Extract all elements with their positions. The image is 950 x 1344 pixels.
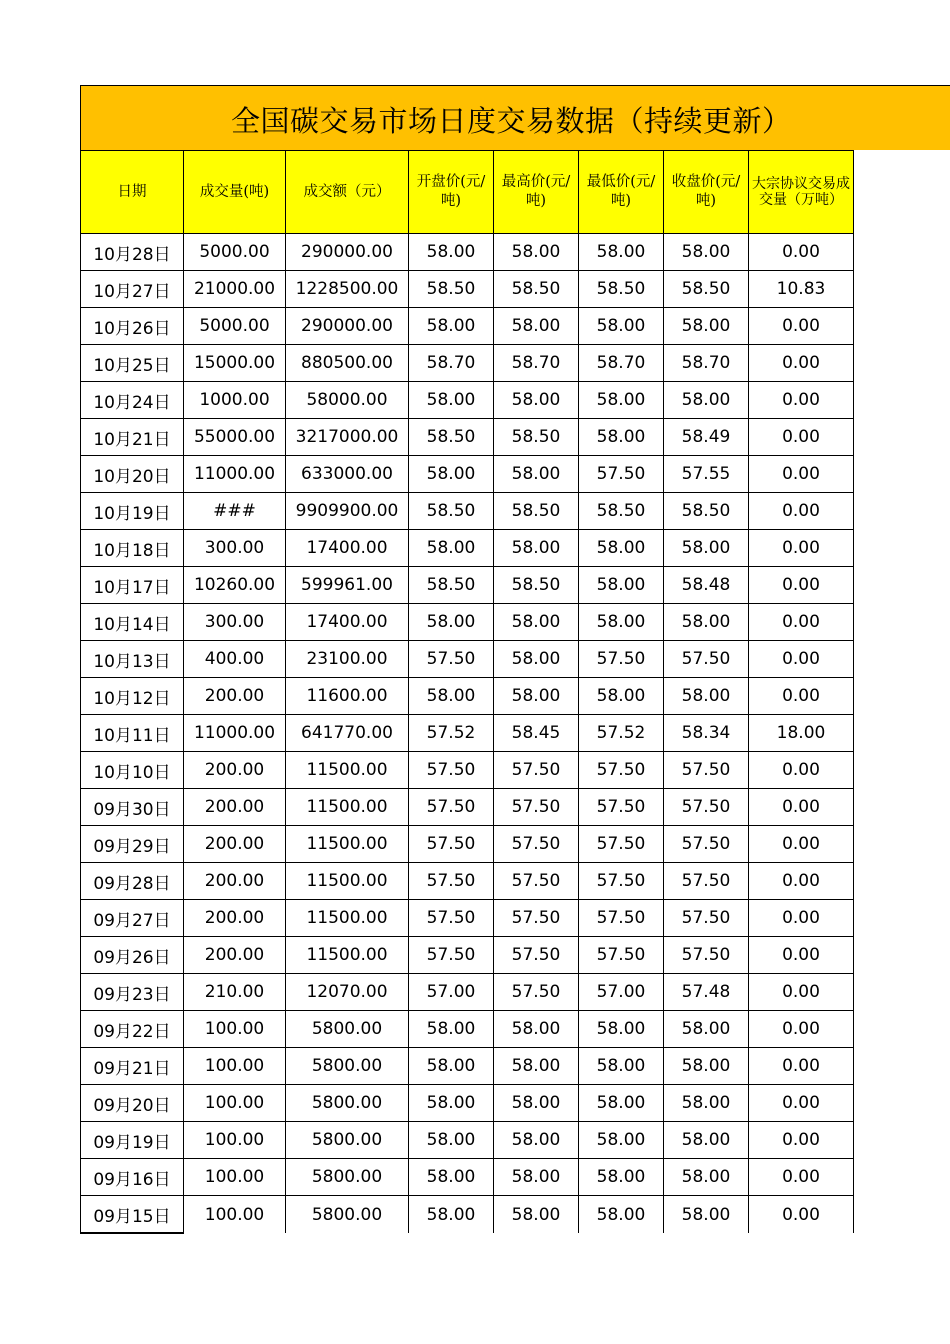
high-price-cell[interactable]: 58.00: [494, 1011, 579, 1048]
table-row: [81, 567, 854, 604]
table-row: [81, 1159, 854, 1196]
low-price-cell[interactable]: 58.70: [579, 345, 664, 382]
table-row: [81, 715, 854, 752]
low-price-cell[interactable]: 58.00: [579, 1085, 664, 1122]
turnover-cell[interactable]: 290000.00: [286, 308, 409, 345]
header-row: [81, 151, 854, 234]
date-cell[interactable]: 10月18日: [81, 530, 184, 567]
close-price-cell[interactable]: 58.00: [664, 604, 749, 641]
open-price-cell[interactable]: 57.00: [409, 974, 494, 1011]
low-price-cell[interactable]: 58.00: [579, 530, 664, 567]
high-price-cell[interactable]: 58.00: [494, 641, 579, 678]
block-volume-cell[interactable]: 0.00: [749, 1196, 854, 1234]
close-price-cell[interactable]: 58.00: [664, 1196, 749, 1234]
close-price-cell[interactable]: 57.50: [664, 789, 749, 826]
low-price-cell[interactable]: 57.50: [579, 641, 664, 678]
block-volume-cell[interactable]: 0.00: [749, 1085, 854, 1122]
block-volume-cell[interactable]: 0.00: [749, 1122, 854, 1159]
volume-cell[interactable]: 100.00: [184, 1011, 286, 1048]
block-volume-cell[interactable]: 0.00: [749, 456, 854, 493]
block-volume-cell[interactable]: 18.00: [749, 715, 854, 752]
close-price-cell[interactable]: 57.50: [664, 826, 749, 863]
volume-cell[interactable]: 11000.00: [184, 456, 286, 493]
high-price-cell[interactable]: 57.50: [494, 752, 579, 789]
volume-cell[interactable]: 10260.00: [184, 567, 286, 604]
turnover-cell[interactable]: 11500.00: [286, 826, 409, 863]
column-header-open-price: 开盘价(元/吨): [409, 151, 494, 234]
date-cell[interactable]: 09月20日: [81, 1085, 184, 1122]
open-price-cell[interactable]: 57.50: [409, 826, 494, 863]
volume-cell[interactable]: 100.00: [184, 1196, 286, 1234]
volume-cell[interactable]: 200.00: [184, 752, 286, 789]
block-volume-cell[interactable]: 0.00: [749, 382, 854, 419]
table-row: [81, 234, 854, 271]
volume-cell[interactable]: 200.00: [184, 937, 286, 974]
high-price-cell[interactable]: 58.00: [494, 1122, 579, 1159]
volume-cell[interactable]: 200.00: [184, 826, 286, 863]
close-price-cell[interactable]: 58.00: [664, 1011, 749, 1048]
high-price-cell[interactable]: 57.50: [494, 863, 579, 900]
page-title: 全国碳交易市场日度交易数据（持续更新）: [231, 104, 792, 138]
date-cell[interactable]: 09月15日: [81, 1196, 184, 1234]
block-volume-cell[interactable]: 0.00: [749, 234, 854, 271]
low-price-cell[interactable]: 57.50: [579, 456, 664, 493]
high-price-cell[interactable]: 58.00: [494, 1159, 579, 1196]
low-price-cell[interactable]: 57.50: [579, 863, 664, 900]
block-volume-cell[interactable]: 0.00: [749, 752, 854, 789]
block-volume-cell[interactable]: 0.00: [749, 789, 854, 826]
date-cell[interactable]: 09月16日: [81, 1159, 184, 1196]
turnover-cell[interactable]: 11600.00: [286, 678, 409, 715]
open-price-cell[interactable]: 58.00: [409, 678, 494, 715]
date-cell[interactable]: 09月19日: [81, 1122, 184, 1159]
high-price-cell[interactable]: 58.50: [494, 419, 579, 456]
volume-cell[interactable]: 21000.00: [184, 271, 286, 308]
date-cell[interactable]: 09月26日: [81, 937, 184, 974]
open-price-cell[interactable]: 58.50: [409, 567, 494, 604]
block-volume-cell[interactable]: 0.00: [749, 604, 854, 641]
open-price-cell[interactable]: 58.00: [409, 1196, 494, 1234]
date-cell[interactable]: 09月21日: [81, 1048, 184, 1085]
block-volume-cell[interactable]: 0.00: [749, 900, 854, 937]
date-cell[interactable]: 10月19日: [81, 493, 184, 530]
close-price-cell[interactable]: 58.48: [664, 567, 749, 604]
volume-cell[interactable]: 400.00: [184, 641, 286, 678]
block-volume-cell[interactable]: 0.00: [749, 419, 854, 456]
close-price-cell[interactable]: 57.55: [664, 456, 749, 493]
low-price-cell[interactable]: 58.50: [579, 271, 664, 308]
low-price-cell[interactable]: 58.00: [579, 419, 664, 456]
open-price-cell[interactable]: 58.00: [409, 530, 494, 567]
volume-cell[interactable]: 100.00: [184, 1159, 286, 1196]
column-header-turnover: 成交额（元）: [286, 151, 409, 234]
volume-cell[interactable]: 5000.00: [184, 234, 286, 271]
open-price-cell[interactable]: 58.00: [409, 1122, 494, 1159]
close-price-cell[interactable]: 57.50: [664, 937, 749, 974]
table-body: [81, 234, 854, 1234]
open-price-cell[interactable]: 57.50: [409, 937, 494, 974]
close-price-cell[interactable]: 57.48: [664, 974, 749, 1011]
turnover-cell[interactable]: 11500.00: [286, 863, 409, 900]
turnover-cell[interactable]: 5800.00: [286, 1196, 409, 1234]
block-volume-cell[interactable]: 10.83: [749, 271, 854, 308]
low-price-cell[interactable]: 58.00: [579, 1122, 664, 1159]
open-price-cell[interactable]: 57.50: [409, 641, 494, 678]
table-row: [81, 530, 854, 567]
volume-cell[interactable]: 300.00: [184, 530, 286, 567]
close-price-cell[interactable]: 58.50: [664, 271, 749, 308]
volume-cell[interactable]: 200.00: [184, 863, 286, 900]
date-cell[interactable]: 10月13日: [81, 641, 184, 678]
close-price-cell[interactable]: 58.00: [664, 1048, 749, 1085]
block-volume-cell[interactable]: 0.00: [749, 493, 854, 530]
open-price-cell[interactable]: 58.00: [409, 604, 494, 641]
close-price-cell[interactable]: 58.49: [664, 419, 749, 456]
open-price-cell[interactable]: 58.50: [409, 493, 494, 530]
block-volume-cell[interactable]: 0.00: [749, 345, 854, 382]
volume-cell[interactable]: 55000.00: [184, 419, 286, 456]
block-volume-cell[interactable]: 0.00: [749, 641, 854, 678]
turnover-cell[interactable]: 5800.00: [286, 1011, 409, 1048]
close-price-cell[interactable]: 58.00: [664, 678, 749, 715]
volume-cell[interactable]: 100.00: [184, 1048, 286, 1085]
column-header-volume: 成交量(吨): [184, 151, 286, 234]
date-cell[interactable]: 10月25日: [81, 345, 184, 382]
turnover-cell[interactable]: 880500.00: [286, 345, 409, 382]
volume-cell[interactable]: 100.00: [184, 1085, 286, 1122]
block-volume-cell[interactable]: 0.00: [749, 1048, 854, 1085]
high-price-cell[interactable]: 58.00: [494, 1048, 579, 1085]
close-price-cell[interactable]: 57.50: [664, 863, 749, 900]
high-price-cell[interactable]: 58.00: [494, 456, 579, 493]
low-price-cell[interactable]: 58.00: [579, 382, 664, 419]
open-price-cell[interactable]: 58.50: [409, 271, 494, 308]
volume-cell[interactable]: 100.00: [184, 1122, 286, 1159]
date-cell[interactable]: 09月23日: [81, 974, 184, 1011]
open-price-cell[interactable]: 57.50: [409, 752, 494, 789]
close-price-cell[interactable]: 58.00: [664, 1159, 749, 1196]
high-price-cell[interactable]: 58.70: [494, 345, 579, 382]
low-price-cell[interactable]: 57.50: [579, 752, 664, 789]
open-price-cell[interactable]: 57.50: [409, 789, 494, 826]
turnover-cell[interactable]: 9909900.00: [286, 493, 409, 530]
volume-cell[interactable]: 11000.00: [184, 715, 286, 752]
turnover-cell[interactable]: 58000.00: [286, 382, 409, 419]
table-row: [81, 752, 854, 789]
turnover-cell[interactable]: 5800.00: [286, 1048, 409, 1085]
date-cell[interactable]: 10月11日: [81, 715, 184, 752]
low-price-cell[interactable]: 57.50: [579, 900, 664, 937]
date-cell[interactable]: 10月28日: [81, 234, 184, 271]
turnover-cell[interactable]: 23100.00: [286, 641, 409, 678]
table-row: [81, 789, 854, 826]
volume-cell[interactable]: ###: [184, 493, 286, 530]
low-price-cell[interactable]: 58.00: [579, 1159, 664, 1196]
high-price-cell[interactable]: 57.50: [494, 974, 579, 1011]
high-price-cell[interactable]: 57.50: [494, 789, 579, 826]
low-price-cell[interactable]: 58.00: [579, 604, 664, 641]
close-price-cell[interactable]: 57.50: [664, 900, 749, 937]
block-volume-cell[interactable]: 0.00: [749, 308, 854, 345]
open-price-cell[interactable]: 57.50: [409, 900, 494, 937]
turnover-cell[interactable]: 11500.00: [286, 900, 409, 937]
block-volume-cell[interactable]: 0.00: [749, 1011, 854, 1048]
high-price-cell[interactable]: 58.00: [494, 678, 579, 715]
high-price-cell[interactable]: 58.00: [494, 1196, 579, 1234]
date-cell[interactable]: 10月21日: [81, 419, 184, 456]
date-cell[interactable]: 10月12日: [81, 678, 184, 715]
low-price-cell[interactable]: 57.00: [579, 974, 664, 1011]
high-price-cell[interactable]: 58.00: [494, 308, 579, 345]
column-header-block-volume: 大宗协议交易成交量（万吨）: [749, 151, 854, 234]
open-price-cell[interactable]: 58.00: [409, 1011, 494, 1048]
open-price-cell[interactable]: 58.70: [409, 345, 494, 382]
low-price-cell[interactable]: 58.50: [579, 493, 664, 530]
close-price-cell[interactable]: 58.00: [664, 1122, 749, 1159]
volume-cell[interactable]: 15000.00: [184, 345, 286, 382]
low-price-cell[interactable]: 58.00: [579, 1196, 664, 1234]
date-cell[interactable]: 10月24日: [81, 382, 184, 419]
turnover-cell[interactable]: 641770.00: [286, 715, 409, 752]
table-row: [81, 863, 854, 900]
close-price-cell[interactable]: 58.00: [664, 530, 749, 567]
open-price-cell[interactable]: 58.00: [409, 1159, 494, 1196]
date-cell[interactable]: 10月14日: [81, 604, 184, 641]
turnover-cell[interactable]: 12070.00: [286, 974, 409, 1011]
table-row: [81, 308, 854, 345]
date-cell[interactable]: 10月27日: [81, 271, 184, 308]
column-header-close-price: 收盘价(元/吨): [664, 151, 749, 234]
turnover-cell[interactable]: 633000.00: [286, 456, 409, 493]
table-row: [81, 937, 854, 974]
table-row: [81, 493, 854, 530]
volume-cell[interactable]: 1000.00: [184, 382, 286, 419]
turnover-cell[interactable]: 11500.00: [286, 937, 409, 974]
low-price-cell[interactable]: 58.00: [579, 1011, 664, 1048]
turnover-cell[interactable]: 599961.00: [286, 567, 409, 604]
close-price-cell[interactable]: 58.00: [664, 1085, 749, 1122]
turnover-cell[interactable]: 5800.00: [286, 1159, 409, 1196]
open-price-cell[interactable]: 58.00: [409, 308, 494, 345]
turnover-cell[interactable]: 11500.00: [286, 789, 409, 826]
date-cell[interactable]: 09月29日: [81, 826, 184, 863]
table-row: [81, 678, 854, 715]
low-price-cell[interactable]: 57.52: [579, 715, 664, 752]
high-price-cell[interactable]: 58.00: [494, 234, 579, 271]
table-row: [81, 345, 854, 382]
table-row: [81, 456, 854, 493]
high-price-cell[interactable]: 57.50: [494, 826, 579, 863]
table-row: [81, 1085, 854, 1122]
block-volume-cell[interactable]: 0.00: [749, 974, 854, 1011]
table-row: [81, 826, 854, 863]
table-row: [81, 604, 854, 641]
open-price-cell[interactable]: 58.00: [409, 1048, 494, 1085]
table-row: [81, 974, 854, 1011]
turnover-cell[interactable]: 17400.00: [286, 604, 409, 641]
trade-data-table: [80, 150, 854, 1234]
column-header-high-price: 最高价(元/吨): [494, 151, 579, 234]
low-price-cell[interactable]: 57.50: [579, 789, 664, 826]
close-price-cell[interactable]: 58.50: [664, 493, 749, 530]
volume-cell[interactable]: 5000.00: [184, 308, 286, 345]
date-cell[interactable]: 10月20日: [81, 456, 184, 493]
low-price-cell[interactable]: 57.50: [579, 826, 664, 863]
table-row: [81, 382, 854, 419]
close-price-cell[interactable]: 58.34: [664, 715, 749, 752]
block-volume-cell[interactable]: 0.00: [749, 567, 854, 604]
table-row: [81, 1011, 854, 1048]
date-cell[interactable]: 09月30日: [81, 789, 184, 826]
block-volume-cell[interactable]: 0.00: [749, 937, 854, 974]
date-cell[interactable]: 10月17日: [81, 567, 184, 604]
block-volume-cell[interactable]: 0.00: [749, 826, 854, 863]
open-price-cell[interactable]: 58.00: [409, 382, 494, 419]
block-volume-cell[interactable]: 0.00: [749, 863, 854, 900]
date-cell[interactable]: 09月28日: [81, 863, 184, 900]
volume-cell[interactable]: 200.00: [184, 900, 286, 937]
date-cell[interactable]: 10月10日: [81, 752, 184, 789]
open-price-cell[interactable]: 57.50: [409, 863, 494, 900]
table-row: [81, 641, 854, 678]
high-price-cell[interactable]: 57.50: [494, 937, 579, 974]
turnover-cell[interactable]: 1228500.00: [286, 271, 409, 308]
close-price-cell[interactable]: 57.50: [664, 752, 749, 789]
turnover-cell[interactable]: 3217000.00: [286, 419, 409, 456]
high-price-cell[interactable]: 58.00: [494, 382, 579, 419]
block-volume-cell[interactable]: 0.00: [749, 1159, 854, 1196]
open-price-cell[interactable]: 58.00: [409, 456, 494, 493]
date-cell[interactable]: 09月27日: [81, 900, 184, 937]
low-price-cell[interactable]: 58.00: [579, 234, 664, 271]
high-price-cell[interactable]: 58.50: [494, 493, 579, 530]
close-price-cell[interactable]: 58.70: [664, 345, 749, 382]
high-price-cell[interactable]: 58.45: [494, 715, 579, 752]
high-price-cell[interactable]: 58.00: [494, 530, 579, 567]
high-price-cell[interactable]: 58.50: [494, 271, 579, 308]
table-row: [81, 1122, 854, 1159]
turnover-cell[interactable]: 5800.00: [286, 1085, 409, 1122]
block-volume-cell[interactable]: 0.00: [749, 678, 854, 715]
low-price-cell[interactable]: 57.50: [579, 937, 664, 974]
high-price-cell[interactable]: 57.50: [494, 900, 579, 937]
low-price-cell[interactable]: 58.00: [579, 567, 664, 604]
turnover-cell[interactable]: 5800.00: [286, 1122, 409, 1159]
close-price-cell[interactable]: 58.00: [664, 234, 749, 271]
open-price-cell[interactable]: 58.50: [409, 419, 494, 456]
open-price-cell[interactable]: 57.52: [409, 715, 494, 752]
date-cell[interactable]: 10月26日: [81, 308, 184, 345]
open-price-cell[interactable]: 58.00: [409, 234, 494, 271]
table-row: [81, 419, 854, 456]
high-price-cell[interactable]: 58.00: [494, 604, 579, 641]
low-price-cell[interactable]: 58.00: [579, 308, 664, 345]
date-cell[interactable]: 09月22日: [81, 1011, 184, 1048]
table-row: [81, 1196, 854, 1234]
turnover-cell[interactable]: 17400.00: [286, 530, 409, 567]
volume-cell[interactable]: 200.00: [184, 789, 286, 826]
turnover-cell[interactable]: 290000.00: [286, 234, 409, 271]
column-header-date: 日期: [81, 151, 184, 234]
table-row: [81, 1048, 854, 1085]
table-row: [81, 900, 854, 937]
volume-cell[interactable]: 300.00: [184, 604, 286, 641]
high-price-cell[interactable]: 58.00: [494, 1085, 579, 1122]
low-price-cell[interactable]: 58.00: [579, 1048, 664, 1085]
open-price-cell[interactable]: 58.00: [409, 1085, 494, 1122]
title-bar: [80, 85, 950, 150]
close-price-cell[interactable]: 58.00: [664, 382, 749, 419]
close-price-cell[interactable]: 57.50: [664, 641, 749, 678]
close-price-cell[interactable]: 58.00: [664, 308, 749, 345]
volume-cell[interactable]: 200.00: [184, 678, 286, 715]
block-volume-cell[interactable]: 0.00: [749, 530, 854, 567]
table-row: [81, 271, 854, 308]
high-price-cell[interactable]: 58.50: [494, 567, 579, 604]
volume-cell[interactable]: 210.00: [184, 974, 286, 1011]
column-header-low-price: 最低价(元/吨): [579, 151, 664, 234]
low-price-cell[interactable]: 58.00: [579, 678, 664, 715]
turnover-cell[interactable]: 11500.00: [286, 752, 409, 789]
